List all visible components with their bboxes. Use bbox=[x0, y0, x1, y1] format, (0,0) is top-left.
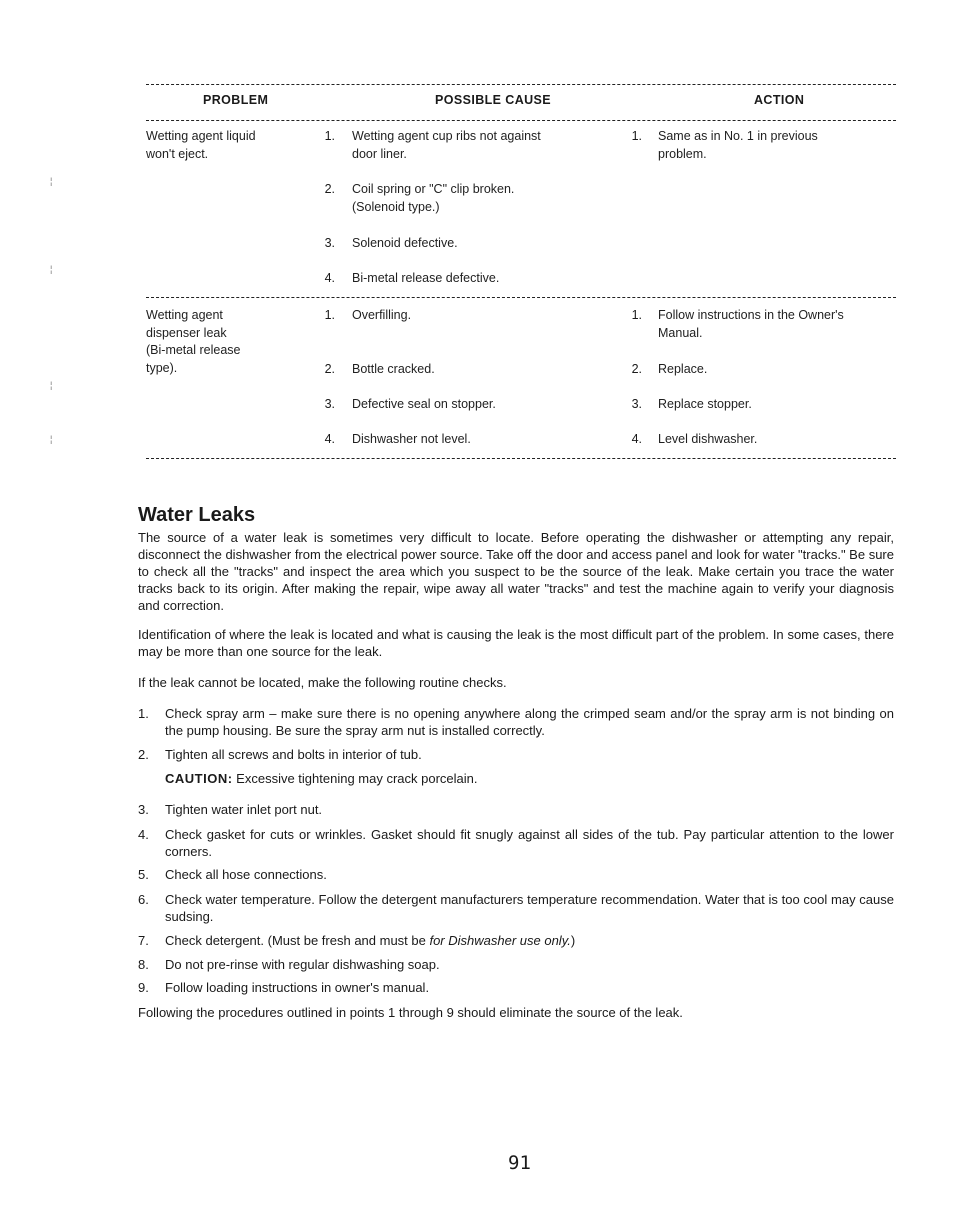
table-top-rule bbox=[146, 84, 896, 85]
cause-number: 3. bbox=[324, 397, 335, 411]
caution-text: Excessive tightening may crack porcelain. bbox=[236, 771, 478, 786]
action-text: Level dishwasher. bbox=[658, 432, 758, 446]
cause-text bbox=[352, 181, 514, 216]
cause-number: 4. bbox=[324, 271, 335, 285]
list-number: 7. bbox=[138, 933, 149, 948]
list-text: Check water temperature. Follow the detergent manufacturers temperature recommendation. Water that is too cool may cause sudsing. bbox=[165, 892, 894, 924]
cause-number: 3. bbox=[324, 236, 335, 250]
problem-line: dispenser leak bbox=[146, 325, 227, 340]
list-number: 4. bbox=[138, 827, 149, 842]
list-text: Check all hose connections. bbox=[165, 867, 327, 882]
paragraph: Identification of where the leak is located and what is causing the leak is the most difficult part of the problem. In some cases, there may be more than one source for the leak. bbox=[138, 627, 894, 659]
list-text: Check gasket for cuts or wrinkles. Gasket should fit snugly against all sides of the tub. Pay particular attention to the lower corners. bbox=[165, 827, 894, 859]
problem-line: (Bi-metal release bbox=[146, 343, 241, 357]
action-line: Same as in No. 1 in previous bbox=[658, 129, 818, 143]
action-number: 3. bbox=[631, 397, 642, 411]
cause-line: door liner. bbox=[352, 146, 407, 161]
problem-line: Wetting agent bbox=[146, 308, 223, 322]
closing-paragraph: Following the procedures outlined in points 1 through 9 should eliminate the source of the leak. bbox=[138, 1005, 683, 1020]
cause-text: Solenoid defective. bbox=[352, 236, 458, 250]
cause-text bbox=[352, 128, 541, 163]
action-line: problem. bbox=[658, 146, 707, 161]
problem-line: won't eject. bbox=[146, 146, 209, 161]
problem-line: type). bbox=[146, 360, 178, 375]
list-number: 1. bbox=[138, 706, 149, 721]
table-bottom-rule bbox=[146, 458, 896, 459]
action-text: Replace stopper. bbox=[658, 397, 752, 411]
list-number: 5. bbox=[138, 867, 149, 882]
page-number: 91 bbox=[508, 1152, 531, 1174]
action-number: 1. bbox=[631, 308, 642, 322]
caution-label: CAUTION: bbox=[165, 771, 233, 786]
scan-speck: ¦ bbox=[50, 380, 53, 390]
list-text: Tighten water inlet port nut. bbox=[165, 802, 323, 817]
problem-cell bbox=[146, 307, 240, 377]
cause-line: Wetting agent cup ribs not against bbox=[352, 129, 541, 143]
cause-number: 2. bbox=[324, 362, 335, 376]
list-text: Do not pre-rinse with regular dishwashing soap. bbox=[165, 957, 440, 972]
list-text: Check spray arm – make sure there is no opening anywhere along the crimped seam and/or the spray arm is not binding on the pump housing. Be sure the spray arm nut is installed correctly. bbox=[165, 706, 894, 738]
action-text: Replace. bbox=[658, 362, 708, 376]
list-text-close: ) bbox=[570, 933, 576, 948]
cause-number: 1. bbox=[324, 308, 335, 322]
scan-speck: ¦ bbox=[50, 434, 53, 444]
paragraph: If the leak cannot be located, make the following routine checks. bbox=[138, 675, 507, 690]
problem-line: Wetting agent liquid bbox=[146, 129, 256, 143]
list-number: 8. bbox=[138, 957, 149, 972]
list-number: 2. bbox=[138, 747, 149, 762]
cause-text: Bi-metal release defective. bbox=[352, 271, 500, 285]
cause-number: 2. bbox=[324, 182, 335, 196]
cause-text: Overfilling. bbox=[352, 308, 412, 322]
list-number: 9. bbox=[138, 980, 149, 995]
header-rule bbox=[146, 120, 896, 121]
problem-cell bbox=[146, 128, 256, 163]
paragraph: The source of a water leak is sometimes very difficult to locate. Before operating the dishwasher or attempting any repair, disconnect the dishwasher from the electrical power source. Take off the door and access panel and look for water "tracks." Be sure to check all the "tracks" and inspect the area which you suspect to be the source of the leak. Make certain you trace the water tracks back to its origin. After making the repair, wipe away all water "tracks" and test the machine again to verify your diagnosis and correction. bbox=[138, 530, 894, 613]
list-text-plain: Check detergent. (Must be fresh and must be bbox=[165, 933, 430, 948]
action-text bbox=[658, 128, 818, 163]
action-number: 1. bbox=[631, 129, 642, 143]
list-number: 3. bbox=[138, 802, 149, 817]
cause-line: (Solenoid type.) bbox=[352, 199, 440, 214]
scan-speck: ¦ bbox=[50, 264, 53, 274]
action-text bbox=[658, 307, 844, 342]
cause-line: Coil spring or "C" clip broken. bbox=[352, 182, 515, 196]
cause-text: Bottle cracked. bbox=[352, 362, 435, 376]
cause-text: Defective seal on stopper. bbox=[352, 397, 496, 411]
cause-number: 1. bbox=[324, 129, 335, 143]
section-title: Water Leaks bbox=[138, 504, 256, 526]
list-text bbox=[165, 932, 894, 949]
action-number: 4. bbox=[631, 432, 642, 446]
list-text: Follow loading instructions in owner's manual. bbox=[165, 980, 430, 995]
scan-speck: ¦ bbox=[50, 176, 53, 186]
cause-text: Dishwasher not level. bbox=[352, 432, 471, 446]
list-text: Tighten all screws and bolts in interior of tub. bbox=[165, 747, 422, 762]
caution-note bbox=[165, 770, 894, 787]
list-number: 6. bbox=[138, 892, 149, 907]
action-line: Follow instructions in the Owner's bbox=[658, 308, 844, 322]
cause-number: 4. bbox=[324, 432, 335, 446]
action-line: Manual. bbox=[658, 325, 703, 340]
list-text-italic: for Dishwasher use only. bbox=[429, 933, 571, 948]
header-possible-cause: POSSIBLE CAUSE bbox=[435, 93, 552, 107]
action-number: 2. bbox=[631, 362, 642, 376]
row-divider bbox=[146, 297, 896, 298]
header-problem: PROBLEM bbox=[203, 93, 269, 107]
header-action: ACTION bbox=[754, 93, 805, 107]
